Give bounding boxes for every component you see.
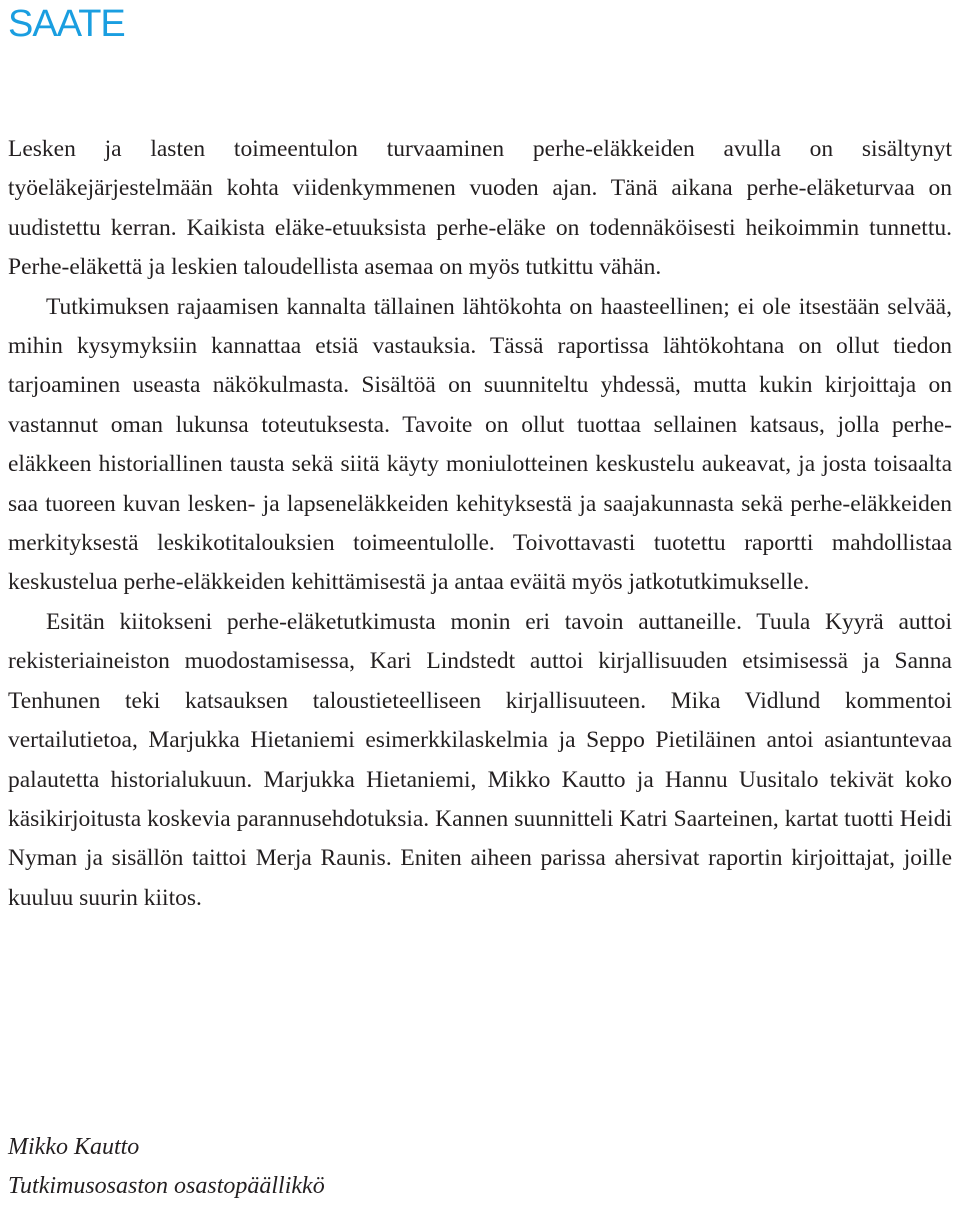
paragraph-intro: Lesken ja lasten toimeentulon turvaaminen perhe-eläkkeiden avulla on sisältynyt työeläkejärjestelmään kohta viidenkymmenen vuoden ajan. Tänä aikana perhe-eläketurvaa on uudistettu kerran. Kaikista eläke-etuuksista perhe-eläke on todennäköisesti heikoimmin tunnettu. Perhe-eläkettä ja leskien taloudellista asemaa on myös tutkittu vähän. (8, 136, 952, 281)
paragraph-scope: Tutkimuksen rajaamisen kannalta tällainen lähtökohta on haasteellinen; ei ole itsestään selvää, mihin kysymyksiin kannattaa etsiä vastauksia. Tässä raportissa lähtökohtana on ollut tiedon tarjoaminen useasta näkökulmasta. Sisältöä on suunniteltu yhdessä, mutta kukin kirjoittaja on vastannut oman lukunsa toteutuksesta. Tavoite on ollut tuottaa sellainen katsaus, jolla perhe-eläkkeen historiallinen tausta sekä siitä käyty moniulotteinen keskustelu aukeavat, ja josta toisaalta saa tuoreen kuvan lesken- ja lapseneläkkeiden kehityksestä ja saajakunnasta sekä perhe-eläkkeiden merkityksestä leskikotitalouksien toimeentulolle. Toivottavasti tuotettu raportti mahdollistaa keskustelua perhe-eläkkeiden kehittämisestä ja antaa eväitä myös jatkotutkimukselle. (8, 293, 952, 596)
signature-block (8, 1128, 325, 1206)
paragraph-acknowledgements: Esitän kiitokseni perhe-eläketutkimusta monin eri tavoin auttaneille. Tuula Kyyrä auttoi rekisteriaineiston muodostamisessa, Kari Lindstedt auttoi kirjallisuuden etsimisessä ja Sanna Tenhunen teki katsauksen taloustieteelliseen kirjallisuuteen. Mika Vidlund kommentoi vertailutietoa, Marjukka Hietaniemi esimerkkilaskelmia ja Seppo Pietiläinen antoi asiantuntevaa palautetta historialukuun. Marjukka Hietaniemi, Mikko Kautto ja Hannu Uusitalo tekivät koko käsikirjoitusta koskevia parannusehdotuksia. Kannen suunnitteli Katri Saarteinen, kartat tuotti Heidi Nyman ja sisällön taittoi Merja Raunis. Eniten aiheen parissa ahersivat raportin kirjoittajat, joille kuuluu suurin kiitos. (8, 608, 952, 911)
page-title: SAATE (8, 3, 125, 45)
signature-title: Tutkimusosaston osastopäällikkö (8, 1173, 325, 1199)
signature-name: Mikko Kautto (8, 1134, 140, 1160)
body-text (8, 130, 952, 918)
